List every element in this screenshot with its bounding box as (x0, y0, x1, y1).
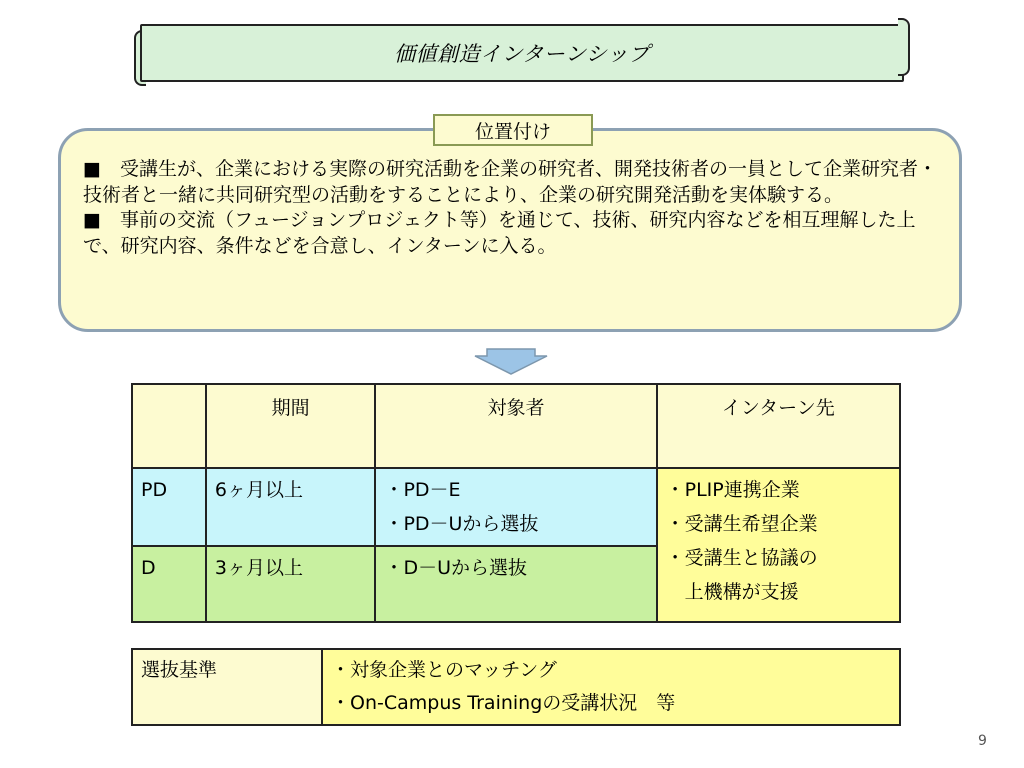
table-row (132, 468, 900, 546)
banner-right-curl (898, 18, 910, 76)
title-banner (140, 24, 904, 82)
criteria-label: 選抜基準 (132, 649, 322, 725)
page-title: 価値創造インターンシップ (394, 42, 650, 66)
period-cell: 3ヶ月以上 (206, 546, 376, 622)
page-number: 9 (978, 733, 987, 749)
bullet-item: ■ 受講生が、企業における実際の研究活動を企業の研究者、開発技術者の一員として企業研究者・技術者と一緒に共同研究型の活動をすることにより、企業の研究開発活動を実体験する。 (83, 158, 937, 206)
destination-cell: ・PLIP連携企業 ・受講生希望企業 ・受講生と協議の 上機構が支援 (657, 468, 900, 622)
table-row (132, 649, 900, 725)
positioning-tag: 位置付け (433, 114, 593, 146)
table-header-row (132, 384, 900, 468)
header-cell: 期間 (206, 384, 376, 468)
internship-table (131, 383, 901, 623)
header-cell: 対象者 (375, 384, 656, 468)
criteria-table (131, 648, 901, 726)
type-cell: D (132, 546, 206, 622)
type-cell: PD (132, 468, 206, 546)
positioning-text (83, 157, 943, 259)
down-arrow-icon (471, 348, 551, 376)
target-cell: ・PD－E ・PD－Uから選抜 (375, 468, 656, 546)
target-cell: ・D－Uから選抜 (375, 546, 656, 622)
criteria-items: ・対象企業とのマッチング ・On-Campus Trainingの受講状況 等 (322, 649, 900, 725)
header-cell (132, 384, 206, 468)
positioning-box (58, 128, 962, 332)
bullet-item: ■ 事前の交流（フュージョンプロジェクト等）を通じて、技術、研究内容などを相互理解した上で、研究内容、条件などを合意し、インターンに入る。 (83, 209, 916, 257)
period-cell: 6ヶ月以上 (206, 468, 376, 546)
header-cell: インターン先 (657, 384, 900, 468)
